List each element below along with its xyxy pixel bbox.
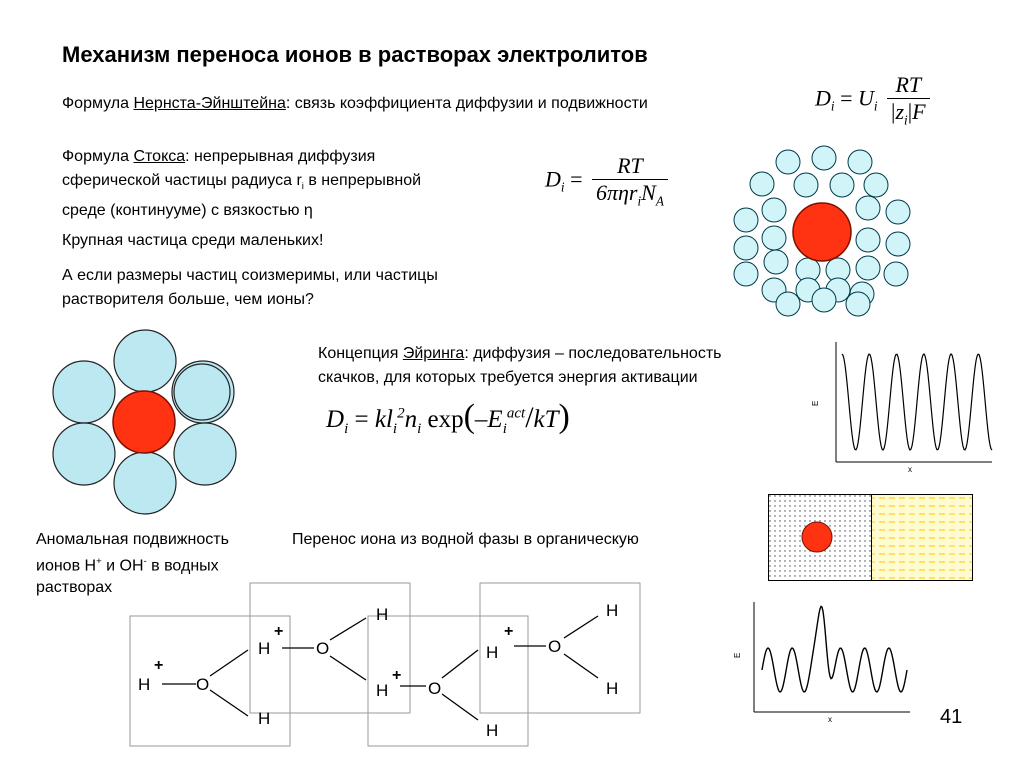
solvent-particle: [812, 146, 836, 170]
solvent-particle: [886, 232, 910, 256]
energy-graph-periodic: [808, 338, 998, 478]
solvent-particle: [762, 198, 786, 222]
large-ion: [793, 203, 851, 261]
atom-h: H: [606, 601, 619, 620]
atom-o: O: [548, 637, 562, 656]
grotthuss-diagram: [120, 578, 650, 753]
solvent-particle: [762, 226, 786, 250]
stokes-text: Формула Стокса: непрерывная диффузия сферической частицы радиуса $r_i$ в непрерывной среде (континууме) с вязкостью η: [62, 148, 422, 220]
plus-charge: +: [274, 623, 284, 640]
stokes-formula: $D_i$ = $\frac{RT}{6\pi\eta r_iN_A}$: [545, 153, 672, 209]
graph1-ylabel: E: [811, 400, 820, 406]
atom-h: H: [258, 709, 271, 728]
atom-h: H: [258, 639, 271, 658]
solvent-particle: [812, 288, 836, 312]
atom-h: H: [138, 675, 151, 694]
solvent-particle: [856, 256, 880, 280]
stokes-particle-diagram: [728, 140, 918, 320]
atom-o: O: [196, 675, 210, 694]
solvent-particle: [856, 228, 880, 252]
nernst-formula: $D_i = U_i$ $\frac{RT}{|z_i|F}$: [815, 72, 934, 128]
plus-charge: +: [154, 657, 164, 674]
solvent-particle: [856, 196, 880, 220]
solvent-particle: [886, 200, 910, 224]
solvent-particle: [830, 173, 854, 197]
solvent-particle: [776, 150, 800, 174]
nernst-prefix: Формула: [62, 95, 134, 112]
solvent-particle: [846, 292, 870, 316]
solvent-particle: [884, 262, 908, 286]
slide-title: Механизм переноса ионов в растворах электролитов: [62, 42, 648, 67]
nernst-text: [62, 93, 648, 115]
solvent-particle: [764, 250, 788, 274]
graph2-xlabel: x: [828, 715, 832, 724]
big-particle-note: Крупная частица среди маленьких!: [62, 232, 324, 249]
atom-o: O: [428, 679, 442, 698]
graph2-ylabel: E: [733, 652, 742, 658]
nernst-name: Нернста-Эйнштейна: [133, 95, 286, 112]
plus-charge: +: [504, 623, 514, 640]
eyring-text: Концепция Эйринга: диффузия – последовательность скачков, для которых требуется энергия активации: [318, 345, 722, 386]
solvent-particle: [776, 292, 800, 316]
stokes-name: Стокса: [133, 148, 186, 165]
plus-charge: +: [392, 667, 402, 684]
solvent-particle: [734, 208, 758, 232]
atom-h: H: [486, 721, 499, 740]
atom-o: O: [316, 639, 330, 658]
solvent-particle: [734, 262, 758, 286]
solvent-particle: [848, 150, 872, 174]
phase-boundary-diagram: [768, 494, 974, 582]
atom-h: H: [606, 679, 619, 698]
solvent-particle: [750, 172, 774, 196]
page-number: 41: [940, 706, 963, 728]
atom-h: H: [486, 643, 499, 662]
anomalous-text: Аномальная подвижность ионов H+ и OH- в водных растворах: [36, 531, 229, 597]
solvent-particle: [734, 236, 758, 260]
atom-h: H: [376, 681, 389, 700]
ion-center: [113, 391, 175, 453]
comparable-size-diagram: [48, 325, 238, 515]
transfer-text: Перенос иона из водной фазы в органическую: [292, 531, 639, 548]
energy-graph-interface: [730, 598, 915, 728]
solvent-particle: [864, 173, 888, 197]
question-note: А если размеры частиц соизмеримы, или частицы растворителя больше, чем ионы?: [62, 267, 438, 308]
organic-phase: [872, 495, 973, 581]
graph1-xlabel: x: [908, 465, 912, 474]
transferred-ion: [802, 522, 832, 552]
eyring-name: Эйринга: [402, 345, 465, 362]
eyring-formula: $D_i = kl_i^2n_i$ $\exp(-E_i^{act}/kT)$: [326, 398, 570, 437]
solvent-particle: [794, 173, 818, 197]
nernst-suffix: : связь коэффициента диффузии и подвижности: [285, 95, 648, 112]
atom-h: H: [376, 605, 389, 624]
